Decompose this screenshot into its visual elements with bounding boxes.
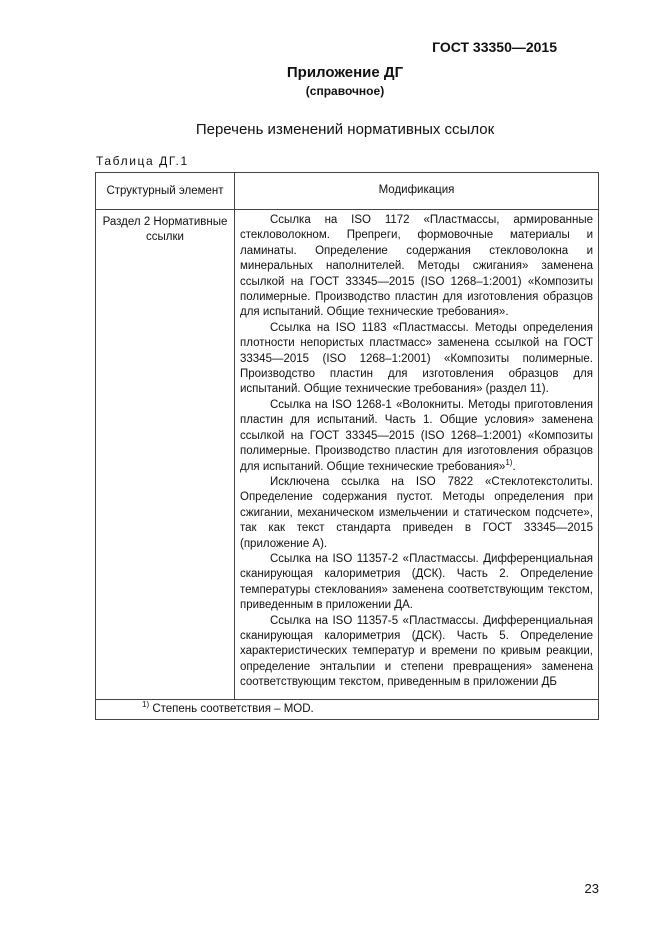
footnote (96, 699, 599, 719)
paragraph-3-end: . (512, 460, 516, 473)
modification-paragraph-3 (240, 398, 593, 475)
table-caption: Таблица ДГ.1 (96, 154, 189, 168)
footnote-row (96, 699, 599, 719)
footnote-text: Степень соответствия – MOD. (152, 702, 314, 715)
modification-paragraph-1: Ссылка на ISO 1172 «Пластмассы, армированные стекловолокном. Препреги, формовочные материалы и ламинаты. Определение содержания стекловолокна и минеральных наполнителей. Методы сжигания» заменена ссылкой на ГОСТ 33345—2015 (ISO 1268–1:2001) «Композиты полимерные. Производство пластин для изготовления образцов для испытаний. Общие технические требования». (240, 214, 593, 319)
list-title: Перечень изменений нормативных ссылок (195, 121, 495, 138)
page-number: 23 (584, 881, 599, 896)
modification-paragraph-4: Исключена ссылка на ISO 7822 «Стеклотекстолиты. Определение содержания пустот. Методы определения при сжигании, механическом измельчении и статическом подсчете», так как текст стандарта приведен в ГОСТ 33345—2015 (приложение А). (240, 475, 593, 550)
modification-paragraph-6: Ссылка на ISO 11357-5 «Пластмассы. Дифференциальная сканирующая калориметрия (ДСК). Часть 5. Определение характеристических температур и времени по кривым реакции, определение энтальпии и степени превращения» заменена соответствующим текстом, приведенным в приложении ДБ (240, 614, 593, 689)
header-modification: Модификация (235, 173, 599, 210)
modifications-table (95, 172, 599, 720)
table-row (96, 210, 599, 700)
modifications-cell (235, 210, 599, 700)
appendix-title: Приложение ДГ (286, 64, 404, 81)
header-structural-element: Структурный элемент (96, 173, 235, 210)
doc-code: ГОСТ 33350—2015 (432, 39, 557, 55)
footnote-reference: 1) (505, 457, 513, 467)
footnote-mark: 1) (142, 699, 150, 709)
modification-paragraph-2: Ссылка на ISO 1183 «Пластмассы. Методы определения плотности непористых пластмасс» заменена ссылкой на ГОСТ 33345—2015 (ISO 1268–1:2001) «Композиты полимерные. Производство пластин для изготовления образцов для испытаний. Общие технические требования» (раздел 11). (240, 321, 593, 396)
appendix-subtitle: (справочное) (305, 84, 385, 98)
section-label: Раздел 2 Нормативные ссылки (96, 210, 235, 700)
table-header-row (96, 173, 599, 210)
paragraph-3-text: Ссылка на ISO 1268-1 «Волокниты. Методы приготовления пластин для испытаний. Часть 1. Общие условия» заменена ссылкой на ГОСТ 33345—2015 (ISO 1268–1:2001) «Композиты полимерные. Производство пластин для изготовления образцов для испытаний. Общие технические требования» (240, 398, 593, 473)
modification-paragraph-5: Ссылка на ISO 11357-2 «Пластмассы. Дифференциальная сканирующая калориметрия (ДСК). Часть 2. Определение температуры стеклования» заменена соответствующим текстом, приведенным в приложении ДА. (240, 552, 593, 612)
